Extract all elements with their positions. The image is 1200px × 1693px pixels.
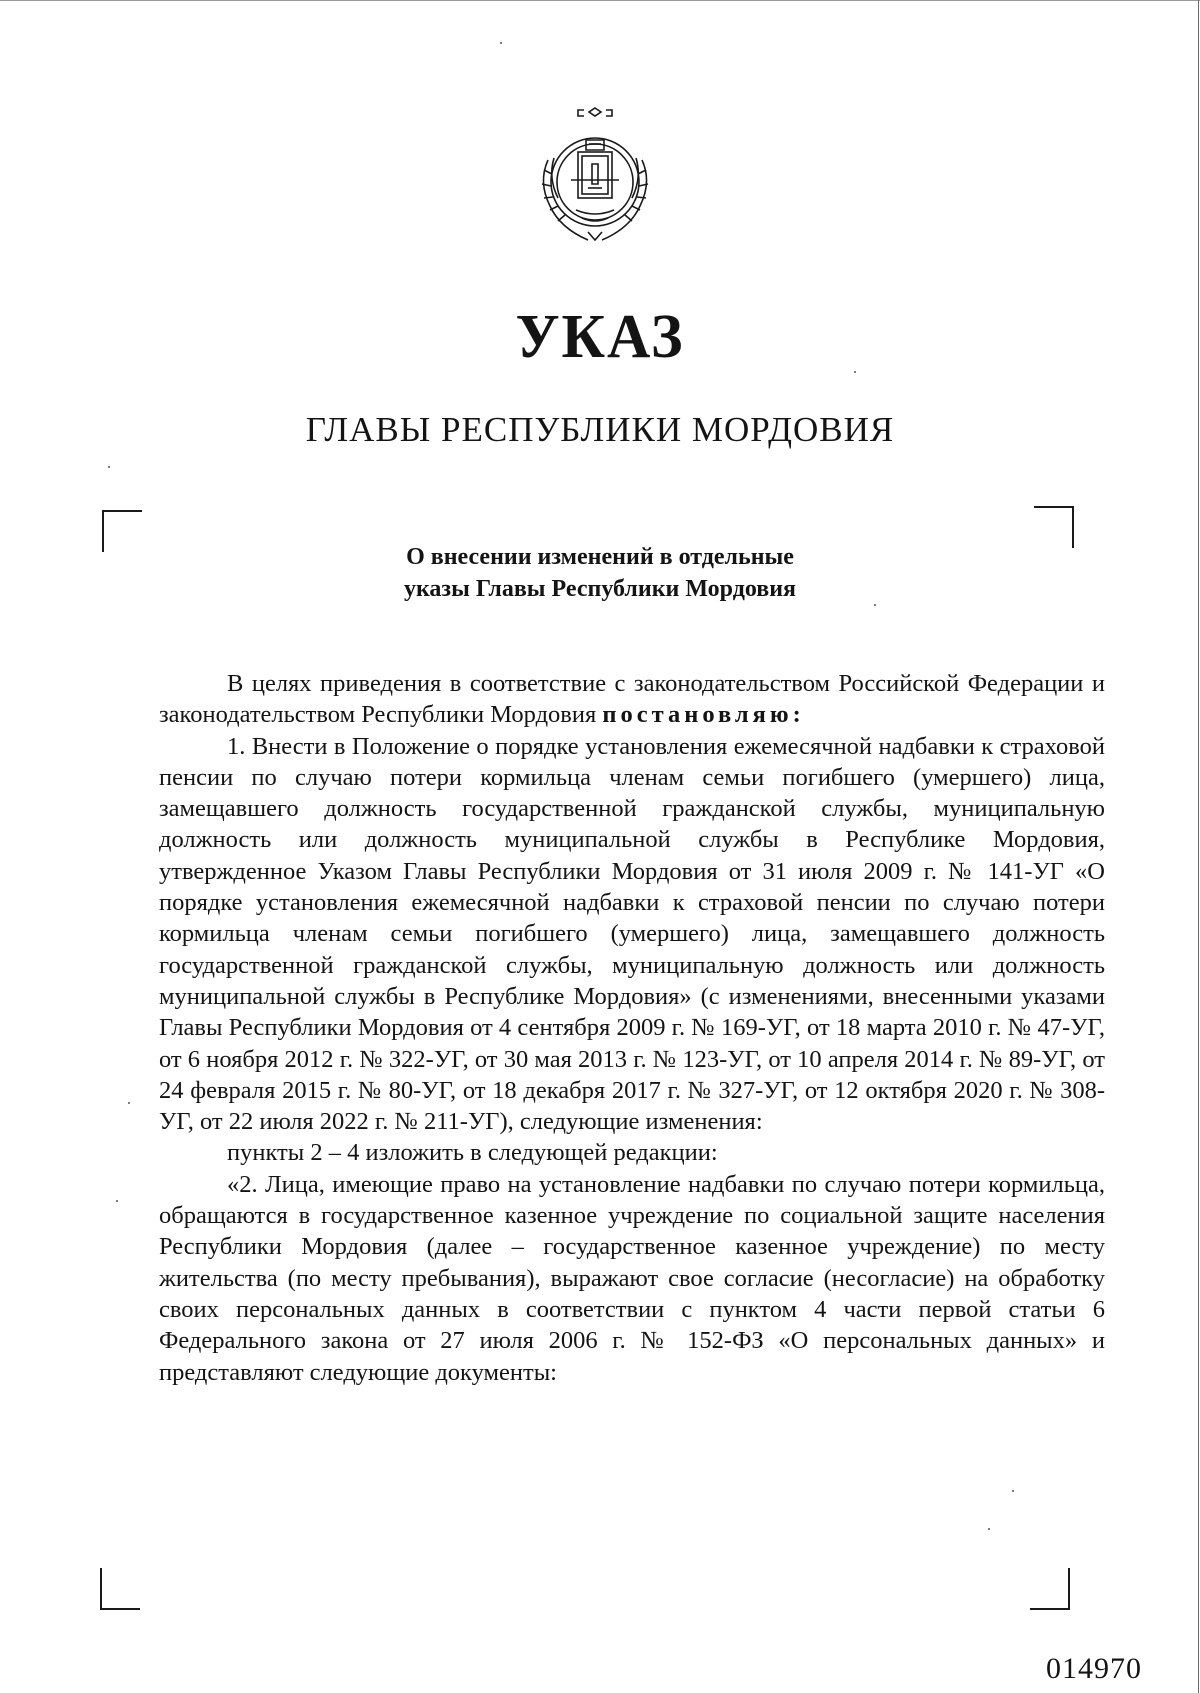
subject-line-1: О внесении изменений в отдельные xyxy=(406,544,794,570)
decree-resolution-word: постановляю: xyxy=(602,701,805,729)
scan-border-right xyxy=(1198,0,1199,1693)
scan-border-top xyxy=(0,0,1200,1)
corner-mark-bottom-left xyxy=(100,1568,140,1610)
scan-speck xyxy=(500,42,502,44)
document-title: УКАЗ xyxy=(515,301,685,371)
scan-speck xyxy=(128,1102,130,1104)
decree-body xyxy=(159,668,1105,1388)
scan-speck xyxy=(988,1528,990,1530)
item-2-paragraph: «2. Лица, имеющие право на установление надбавки по случаю потери кормильца, обращаются в государственное казенное учреждение по социальной защите населения Республики Мордовия (далее – государственное казенное учреждение) по месту жительства (по месту пребывания), выражают свое согласие (несогласие) на обработку своих персональных данных в соответствии с пунктом 4 части первой статьи 6 Федерального закона от 27 июля 2006 г. № 152-ФЗ «О персональных данных» и представляют следующие документы: xyxy=(159,1170,1105,1386)
preamble-paragraph xyxy=(159,668,1105,731)
scan-speck xyxy=(108,466,110,468)
subject-line-2: указы Главы Республики Мордовия xyxy=(403,576,797,602)
preamble-text: В целях приведения в соответствие с законодательством Российской Федерации и законодательством Республики Мордовия xyxy=(159,670,1105,729)
scan-speck xyxy=(1012,1490,1014,1492)
document-issuer: ГЛАВЫ РЕСПУБЛИКИ МОРДОВИЯ xyxy=(305,410,895,449)
decree-subject xyxy=(0,541,1200,605)
item-1-amendment-paragraph: пункты 2 – 4 изложить в следующей редакции: xyxy=(227,1139,718,1167)
form-serial-number: 014970 xyxy=(1046,1652,1142,1685)
coat-of-arms-icon xyxy=(526,100,664,250)
corner-mark-bottom-right xyxy=(1030,1568,1070,1610)
scan-speck xyxy=(116,1200,118,1202)
item-1-paragraph: 1. Внести в Положение о порядке установления ежемесячной надбавки к страховой пенсии по случаю потери кормильца членам семьи погибшего (умершего) лица, замещавшего должность государственной гражданской службы, муниципальную должность или должность муниципальной службы в Республике Мордовия, утвержденное Указом Главы Республики Мордовия от 31 июля 2009 г. № 141-УГ «О порядке установления ежемесячной надбавки к страховой пенсии по случаю потери кормильца членам семьи погибшего (умершего) лица, замещавшего должность государственной гражданской службы, муниципальную должность или должность муниципальной службы в Республике Мордовия» (с изменениями, внесенными указами Главы Республики Мордовия от 4 сентября 2009 г. № 169-УГ, от 18 марта 2010 г. № 47-УГ, от 6 ноября 2012 г. № 322-УГ, от 30 мая 2013 г. № 123-УГ, от 10 апреля 2014 г. № 89-УГ, от 24 февраля 2015 г. № 80-УГ, от 18 декабря 2017 г. № 327-УГ, от 12 октября 2020 г. № 308-УГ, от 22 июля 2022 г. № 211-УГ), следующие изменения: xyxy=(159,732,1105,1136)
scan-speck xyxy=(854,371,856,373)
